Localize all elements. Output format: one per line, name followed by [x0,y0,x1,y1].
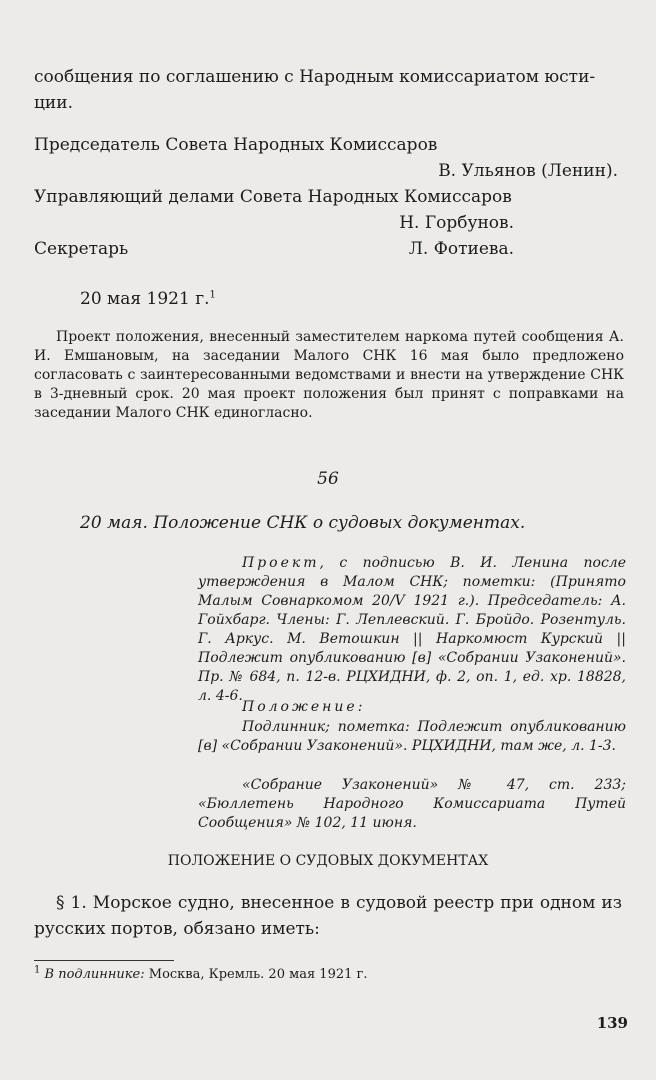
page-number: 139 [596,1014,628,1032]
top-text [34,64,622,116]
source-1-lead: Проект [242,555,320,571]
date-text: 20 мая 1921 г. [80,289,210,309]
signature-title-1: Председатель Совета Народных Комиссаров [34,135,438,155]
signature-title-3: Секретарь [34,239,129,259]
footnote-mark: 1 [34,964,41,976]
footnote [34,966,624,984]
source-1-text: , с подписью В. И. Ленина после утверждения в Малом СНК; пометки: (Принято Малым Совнаркомом 20/V 1921 г.). Председатель: А. Гойхбарг. Члены: Г. Леплевский. Г. Бройдо. Розентуль. Г. Аркус. М. Ветошкин || Наркомюст Курский || Подлежит опубликованию [в] «Собрании Узаконений». Пр. № 684, п. 12-в. РЦХИДНИ, ф. 2, оп. 1, ед. хр. 18828, л. 4-6. [198,555,626,704]
footnote-label: В подлиннике: [44,967,145,982]
signature-title-2: Управляющий делами Совета Народных Комиссаров [34,187,512,207]
source-2-label: Положение: [242,699,366,715]
signature-block [34,132,618,262]
top-line-1: сообщения по соглашению с Народным комиссариатом юсти- [34,67,596,87]
source-2-text: Подлинник; пометка: Подлежит опубликованию [в] «Собрании Узаконений». РЦХИДНИ, там же, л. 1-3. [198,719,626,754]
editorial-note: Проект положения, внесенный заместителем наркома путей сообщения А. И. Емшановым, на заседании Малого СНК 16 мая было предложено согласовать с заинтересованными ведомствами и внести на утверждение СНК в 3-дневный срок. 20 мая проект положения был принят с поправками на заседании Малого СНК единогласно. [34,329,624,421]
signature-name-2: Н. Горбунов. [399,213,514,233]
section-title: ПОЛОЖЕНИЕ О СУДОВЫХ ДОКУМЕНТАХ [167,853,489,869]
signature-name-1: В. Ульянов (Ленин). [438,161,618,181]
top-line-2: ции. [34,93,73,113]
date-line [80,286,216,312]
paragraph-1: § 1. Морское судно, внесенное в судовой реестр при одном из русских портов, обязано иметь: [34,893,622,939]
footnote-divider [34,960,174,961]
document-heading: 20 мая. Положение СНК о судовых документах. [80,513,526,533]
source-3-text: «Собрание Узаконений» № 47, ст. 233; «Бюллетень Народного Комиссариата Путей Сообщения» № 102, 11 июня. [198,777,626,831]
document-number: 56 [317,469,339,489]
footnote-ref: 1 [209,289,216,301]
signature-name-3: Л. Фотиева. [408,239,514,259]
footnote-text: Москва, Кремль. 20 мая 1921 г. [148,967,368,982]
source-note-1 [198,554,626,706]
